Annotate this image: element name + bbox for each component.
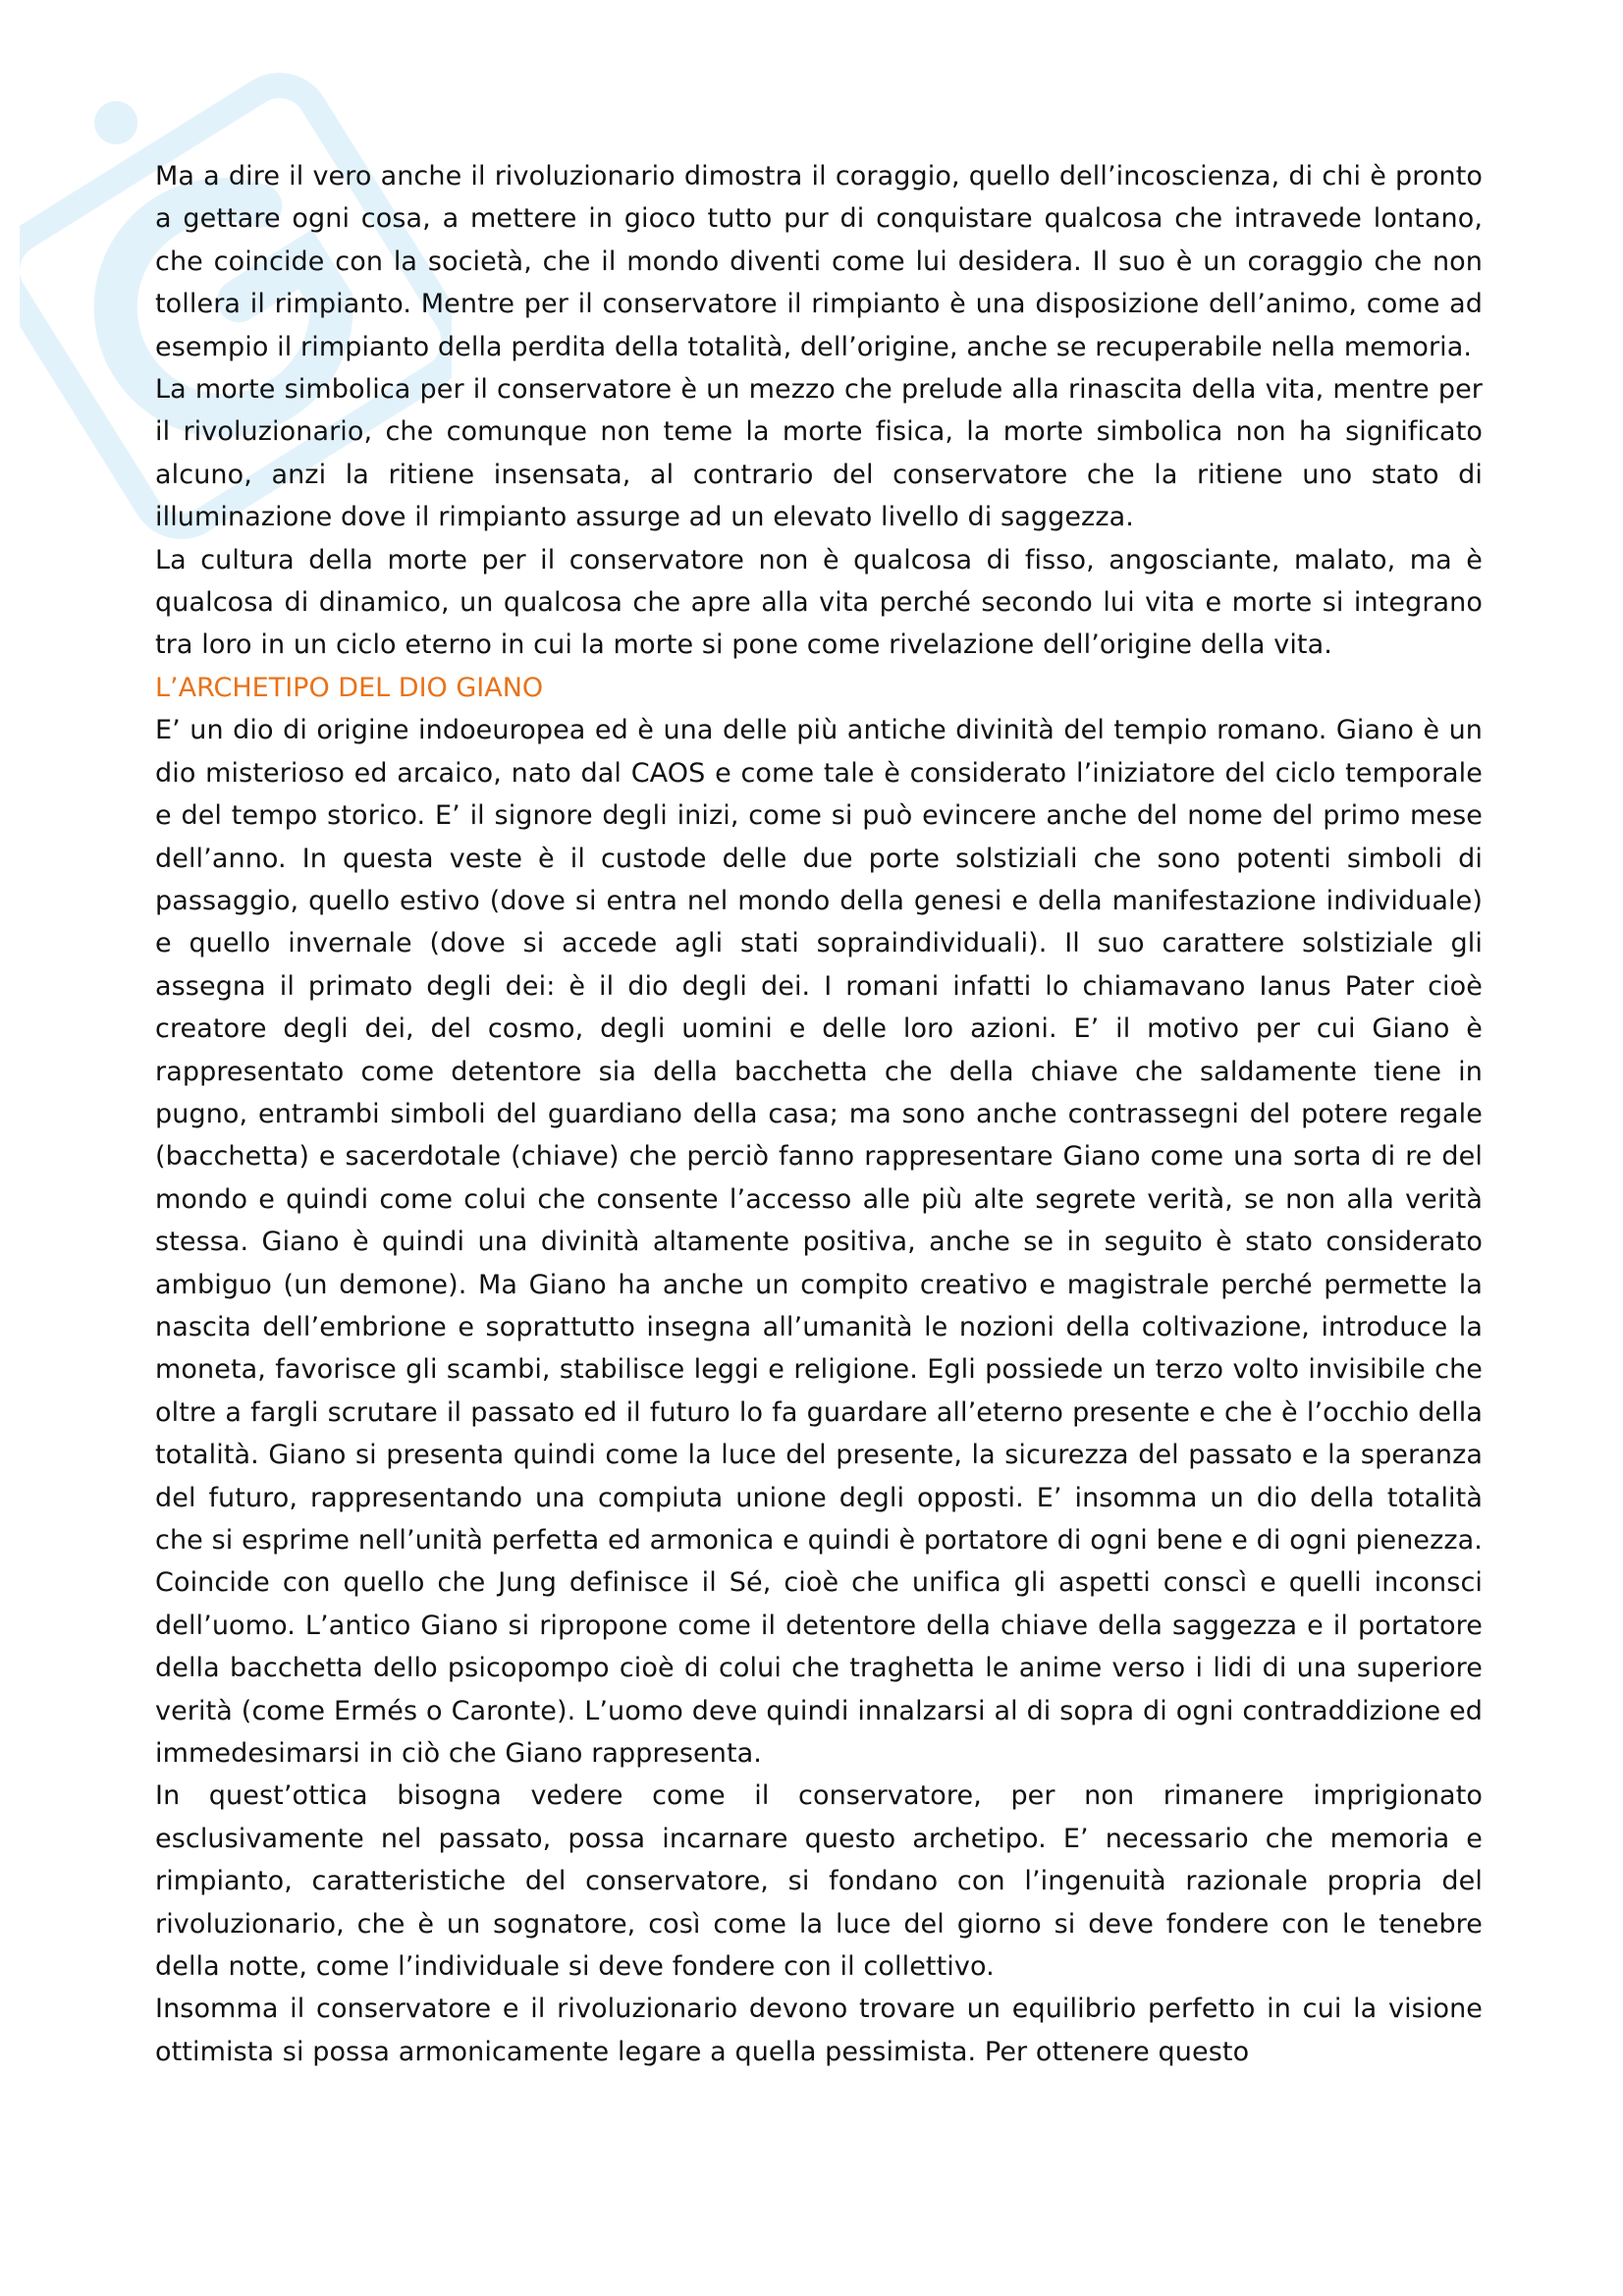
paragraph-equilibrio: Insomma il conservatore e il rivoluzionario devono trovare un equilibrio perfetto in cui la visione ottimista si possa armonicamente legare a quella pessimista. Per ottenere questo xyxy=(155,1994,1483,2067)
section-heading: L’ARCHETIPO DEL DIO GIANO xyxy=(155,672,544,703)
paragraph-coraggio: Ma a dire il vero anche il rivoluzionario dimostra il coraggio, quello dell’incoscienza, di chi è pronto a gettare ogni cosa, a mettere in gioco tutto pur di conquistare qualcosa che intravede lontano, che coincide con la società, che il mondo diventi come lui desidera. Il suo è un coraggio che non tollera il rimpianto. Mentre per il conservatore il rimpianto è una disposizione dell’animo, come ad esempio il rimpianto della perdita della totalità, dell’origine, anche se recuperabile nella memoria. xyxy=(155,161,1483,362)
paragraph-cultura-morte: La cultura della morte per il conservatore non è qualcosa di fisso, angosciante, malato, ma è qualcosa di dinamico, un qualcosa che apre alla vita perché secondo lui vita e morte si integrano tra loro in un ciclo eterno in cui la morte si pone come rivelazione dell’origine della vita. xyxy=(155,544,1483,661)
paragraph-ottica: In quest’ottica bisogna vedere come il conservatore, per non rimanere imprigionato esclusivamente nel passato, possa incarnare questo archetipo. E’ necessario che memoria e rimpianto, caratteristiche del conservatore, si fondano con l’ingenuità razionale propria del rivoluzionario, che è un sognatore, così come la luce del giorno si deve fondere con le tenebre della notte, come l’individuale si deve fondere con il collettivo. xyxy=(155,1780,1483,1983)
document-body xyxy=(155,155,1483,2073)
paragraph-giano: E’ un dio di origine indoeuropea ed è una delle più antiche divinità del tempio romano. Giano è un dio misterioso ed arcaico, nato dal CAOS e come tale è considerato l’iniziatore del ciclo temporale e del tempo storico. E’ il signore degli inizi, come si può evincere anche del nome del primo mese dell’anno. In questa veste è il custode delle due porte solstiziali che sono potenti simboli di passaggio, quello estivo (dove si entra nel mondo della genesi e della manifestazione individuale) e quello invernale (dove si accede agli stati sopraindividuali). Il suo carattere solstiziale gli assegna il primato degli dei: è il dio degli dei. I romani infatti lo chiamavano Ianus Pater cioè creatore degli dei, del cosmo, degli uomini e delle loro azioni. E’ il motivo per cui Giano è rappresentato come detentore sia della bacchetta che della chiave che saldamente tiene in pugno, entrambi simboli del guardiano della casa; ma sono anche contrassegni del potere regale (bacchetta) e sacerdotale (chiave) che perciò fanno rappresentare Giano come una sorta di re del mondo e quindi come colui che consente l’accesso alle più alte segrete verità, se non alla verità stessa. Giano è quindi una divinità altamente positiva, anche se in seguito è stato considerato ambiguo (un demone). Ma Giano ha anche un compito creativo e magistrale perché permette la nascita dell’embrione e soprattutto insegna all’umanità le nozioni della coltivazione, introduce la moneta, favorisce gli scambi, stabilisce leggi e religione. Egli possiede un terzo volto invisibile che oltre a fargli scrutare il passato ed il futuro lo fa guardare all’eterno presente e che è l’occhio della totalità. Giano si presenta quindi come la luce del presente, la sicurezza del passato e la speranza del futuro, rappresentando una compiuta unione degli opposti. E’ insomma un dio della totalità che si esprime nell’unità perfetta ed armonica e quindi è portatore di ogni bene e di ogni pienezza. Coincide con quello che Jung definisce il Sé, cioè che unifica gli aspetti conscì e quelli inconsci dell’uomo. L’antico Giano si ripropone come il detentore della chiave della saggezza e il portatore della bacchetta dello psicopompo cioè di colui che traghetta le anime verso i lidi di una superiore verità (come Ermés o Caronte). L’uomo deve quindi innalzarsi al di sopra di ogni contraddizione ed immedesimarsi in ciò che Giano rappresenta. xyxy=(155,715,1483,1770)
paragraph-morte-simbolica: La morte simbolica per il conservatore è un mezzo che prelude alla rinascita della vita, mentre per il rivoluzionario, che comunque non teme la morte fisica, la morte simbolica non ha significato alcuno, anzi la ritiene insensata, al contrario del conservatore che la ritiene uno stato di illuminazione dove il rimpianto assurge ad un elevato livello di saggezza. xyxy=(155,374,1483,533)
watermark-dot-icon xyxy=(86,93,146,153)
